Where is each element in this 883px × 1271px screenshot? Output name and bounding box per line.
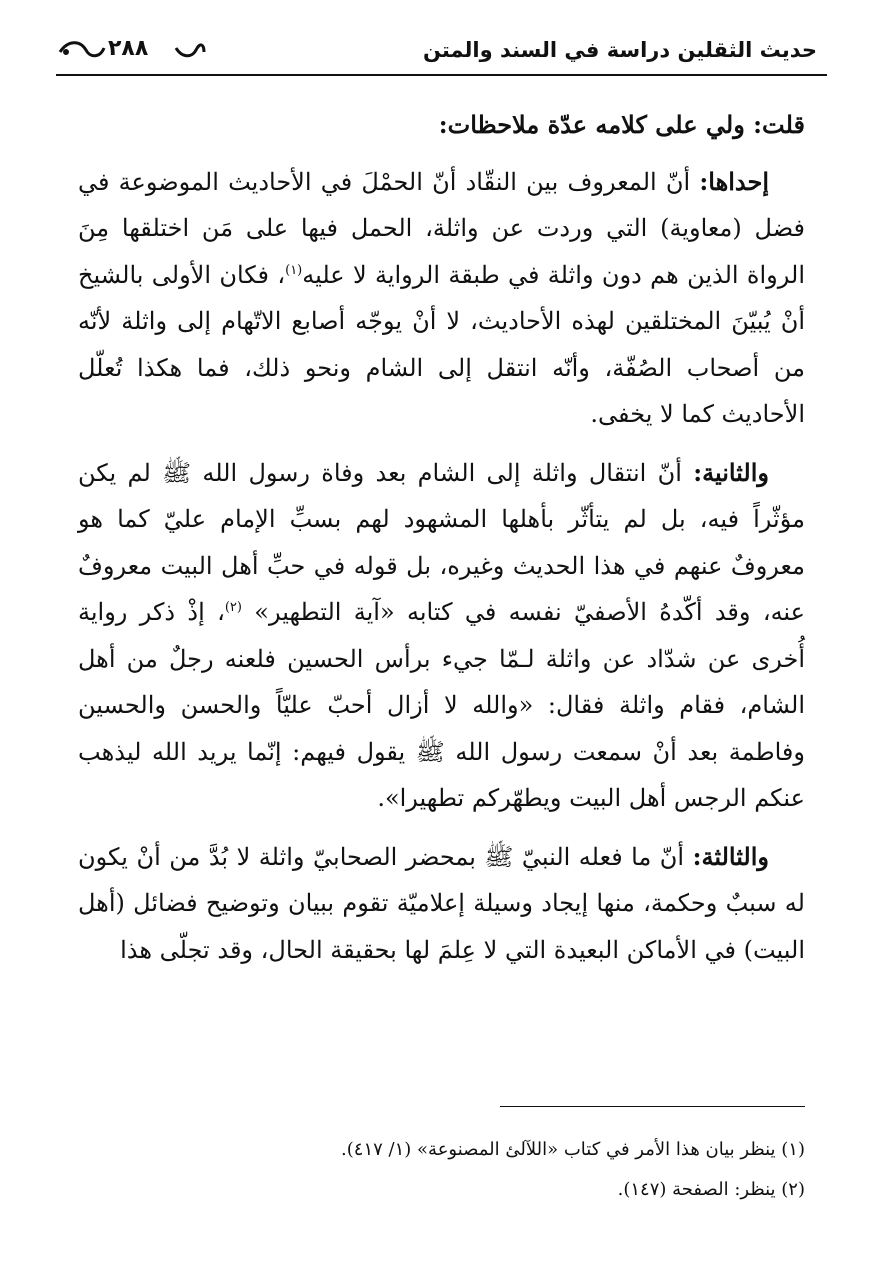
main-text xyxy=(78,100,805,973)
header-rule xyxy=(56,74,827,76)
footnote-ref-2[interactable]: (٢) xyxy=(224,600,242,615)
paragraph-1-lead: إحداها: xyxy=(699,166,769,196)
footnote-1: (١) ينظر بيان هذا الأمر في كتاب «اللآلئ المصنوعة» (١/ ٤١٧). xyxy=(341,1139,805,1160)
paragraph-3 xyxy=(78,834,805,974)
footnote-separator xyxy=(500,1106,805,1107)
paragraph-2-text-b: ، إذْ ذكر رواية أُخرى عن شدّاد عن واثلة لـمّا جيء برأس الحسين فلعنه رجلٌ من أهل الشام، فقام واثلة فقال: «والله لا أزال أحبّ عليّاً والحسن والحسين وفاطمة بعد أنْ سمعت رسول الله ﷺ يقول فيهم: إنّما يريد الله ليذهب عنكم الرجس أهل البيت ويطهّركم تطهيرا». xyxy=(78,598,805,812)
footnotes xyxy=(78,1130,805,1210)
header-title: حديث الثقلين دراسة في السند والمتن xyxy=(422,38,817,62)
footnote-ref-1[interactable]: (١) xyxy=(285,262,303,278)
paragraph-3-lead: والثالثة: xyxy=(692,841,769,871)
footnote-2: (٢) ينظر: الصفحة (١٤٧). xyxy=(617,1179,805,1200)
page-number: ٢٨٨ xyxy=(108,36,149,61)
running-header xyxy=(56,30,827,74)
paragraph-1-text-a: أنّ المعروف بين النقّاد أنّ الحمْلَ في الأحاديث الموضوعة في فضل (معاوية) التي وردت عن واثلة، الحمل فيها على مَن اختلقها مِنَ الرواة الذين هم دون واثلة في طبقة الرواية لا عليه xyxy=(78,167,805,289)
section-heading: قلت: ولي على كلامه عدّة ملاحظات: xyxy=(438,110,805,139)
paragraph-1-text-b: ، فكان الأولى بالشيخ أنْ يُبيّنَ المختلقين لهذه الأحاديث، لا أنْ يوجّه أصابع الاتّهام إلى واثلة لأنّه من أصحاب الصُفّة، وأنّه انتقل إلى الشام ونحو ذلك، فما هكذا تُعلّل الأحاديث كما لا يخفى. xyxy=(78,260,805,428)
paragraph-2 xyxy=(78,450,805,822)
paragraph-1 xyxy=(78,159,805,438)
paragraph-2-lead: والثانية: xyxy=(693,457,769,487)
paragraph-2-text-a: أنّ انتقال واثلة إلى الشام بعد وفاة رسول الله ﷺ لم يكن مؤثّراً فيه، بل لم يتأثّر بأهلها المشهود لهم بسبِّ الإمام عليّ كما هو معروفٌ عنهم في هذا الحديث وغيره، بل قوله في حبِّ أهل البيت معروفٌ عنه، وقد أكّدهُ الأصفيّ نفسه في كتابه «آية التطهير» xyxy=(78,458,805,626)
paragraph-3-text: أنّ ما فعله النبيّ ﷺ بمحضر الصحابيّ واثلة لا بُدَّ من أنْ يكون له سببٌ وحكمة، منها إيجاد وسيلة إعلاميّة تقوم ببيان وتوضيح فضائل (أهل البيت) في الأماكن البعيدة التي لا عِلمَ لها بحقيقة الحال، وقد تجلّى هذا xyxy=(78,842,805,964)
